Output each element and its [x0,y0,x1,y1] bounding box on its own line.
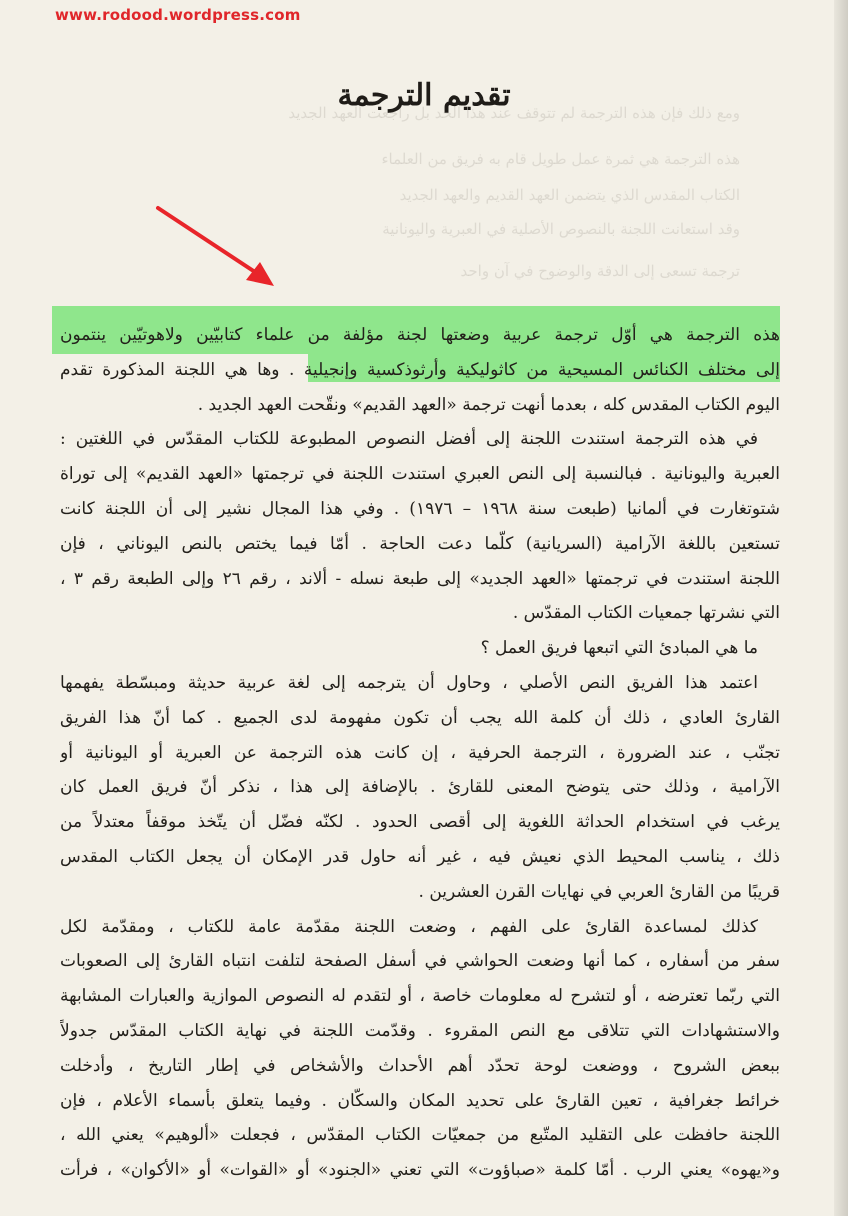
text-line: القارئ العادي ، ذلك أن كلمة الله يجب أن تكون مفهومة لدى الجميع . كما أنّ هذا الفريق [60,707,780,728]
text-line: تجنّب ، عند الضرورة ، الترجمة الحرفية ، إن كانت هذه الترجمة عن العبرية أو اليونانية أو [60,742,780,763]
text-line: كذلك لمساعدة القارئ على الفهم ، وضعت اللجنة مقدّمة عامة للكتاب ، ومقدّمة لكل [60,916,758,937]
text-line: التي ربّما تعترضه ، أو لتشرح له معلومات خاصة ، أو لتقدم له النصوص الموازية والعبارات المشابهة [60,986,780,1007]
text-line: اللجنة استندت في ترجمتها «العهد الجديد» إلى طبعة نسله - ألاند ، رقم ٢٦ وإلى الطبعة رقم ٣ ، [60,568,780,589]
paragraph [60,318,780,422]
text-line: الآرامية ، وذلك حتى يتوضح المعنى للقارئ . بالإضافة إلى هذا ، نذكر أنّ فريق العمل كان [60,777,780,798]
text-line: ذلك ، يناسب المحيط الذي نعيش فيه ، غير أنه حاول قدر الإمكان أن يجعل الكتاب المقدس [60,846,780,867]
text-line: إلى مختلف الكنائس المسيحية من كاثوليكية وأرثوذكسية وإنجيلية . وها هي اللجنة المذكورة تقدم [60,359,780,380]
text-line: يرغب في استخدام الحداثة اللغوية إلى أقصى الحدود . لكنّه فضّل أن يتّخذ موقفاً معتدلاً من [60,812,780,833]
text-line: اليوم الكتاب المقدس كله ، بعدما أنهت ترجمة «العهد القديم» ونقّحت العهد الجديد . [197,394,780,415]
bleed-through-line: الكتاب المقدس الذي يتضمن العهد القديم والعهد الجديد [399,186,740,204]
text-line: ما هي المبادئ التي اتبعها فريق العمل ؟ [480,638,758,659]
text-line: والاستشهادات التي تتلاقى مع النص المقروء . وقدّمت اللجنة في نهاية الكتاب المقدّس جدولاً [60,1020,780,1041]
text-line: و«يهوه» يعني الرب . أمّا كلمة «صباؤوت» التي تعني «الجنود» أو «القوات» أو «الأكوان» ، فرأت [60,1160,780,1181]
text-line: هذه الترجمة هي أوّل ترجمة عربية وضعتها لجنة مؤلفة من علماء كتابيّين ولاهوتيّين ينتمون [60,325,780,345]
text-line: قريبًا من القارئ العربي في نهايات القرن العشرين . [418,881,780,902]
bleed-through-line: ترجمة تسعى إلى الدقة والوضوح في آن واحد [460,262,740,280]
red-arrow-annotation [150,200,280,290]
paragraph [60,631,780,666]
body-text [60,318,780,1188]
text-line: في هذه الترجمة استندت اللجنة إلى أفضل النصوص المطبوعة للكتاب المقدّس في اللغتين : [60,429,758,450]
watermark-url[interactable]: www.rodood.wordpress.com [55,6,301,24]
text-line: ببعض الشروح ، ووضعت لوحة تحدّد أهم الأحداث والأشخاص في إطار التاريخ ، وأدخلت [60,1055,780,1076]
bleed-through-line: ومع ذلك فإن هذه الترجمة لم تتوقف عند هذا الحد بل راجعت العهد الجديد [288,104,740,122]
text-line: التي نشرتها جمعيات الكتاب المقدّس . [512,603,780,624]
text-line: سفر من أسفاره ، كما أنها وضعت الحواشي في أسفل الصفحة لتلفت انتباه القارئ إلى الصعوبات [60,951,780,972]
text-line: اعتمد هذا الفريق النص الأصلي ، وحاول أن يترجمه إلى لغة عربية حديثة ومبسّطة يفهمها [60,672,758,693]
paragraph [60,422,780,631]
paragraph [60,666,780,910]
text-line: اللجنة حافظت على التقليد المتّبع من جمعيّات الكتاب المقدّس ، فجعلت «ألوهيم» يعني الله ، [60,1125,780,1146]
text-line: تستعين باللغة الآرامية (السريانية) كلّما دعت الحاجة . أمّا فيما يختص بالنص اليوناني ، فإن [60,533,780,554]
paragraph [60,910,780,1188]
text-line: خرائط جغرافية ، تعين القارئ على تحديد المكان والسكّان . وفيما يتعلق بأسماء الأعلام ، فإن [60,1090,780,1111]
page-title: تقديم الترجمة [337,78,511,113]
bleed-through-line: هذه الترجمة هي ثمرة عمل طويل قام به فريق من العلماء [381,150,740,168]
bleed-through-line: وقد استعانت اللجنة بالنصوص الأصلية في العبرية واليونانية [382,220,740,238]
page-edge [834,0,848,1216]
text-line: شتوتغارت في ألمانيا (طبعت سنة ١٩٦٨ – ١٩٧٦) . وفي هذا المجال نشير إلى أن اللجنة كانت [60,498,780,519]
text-line: العبرية واليونانية . فبالنسبة إلى النص العبري استندت اللجنة في ترجمتها «العهد القديم» إلى توراة [60,464,780,485]
